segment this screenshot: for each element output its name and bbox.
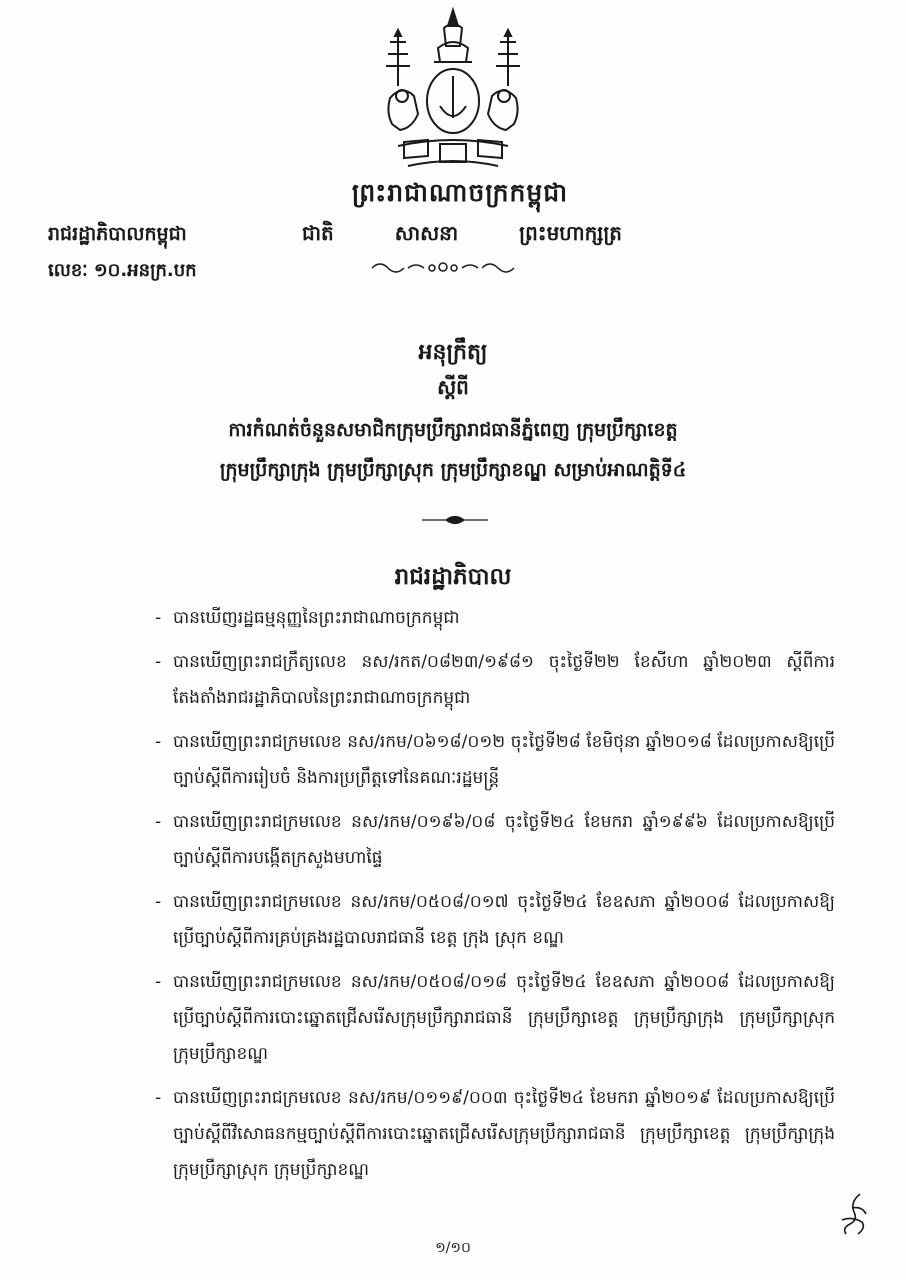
motto-nation: ជាតិ [302,221,334,245]
document-title-line-1: ការកំណត់ចំនួនសមាជិកក្រុមប្រឹក្សារាជធានីភ្នំពេញ ក្រុមប្រឹក្សាខេត្ត [228,419,678,441]
national-motto [302,220,622,250]
document-about: ស្តីពី [437,375,469,399]
document-title-line-2: ក្រុមប្រឹក្សាក្រុង ក្រុមប្រឹក្សាស្រុក ក្រុមប្រឹក្សាខណ្ឌ សម្រាប់អាណត្តិទី៤ [219,459,687,481]
document-number: លេខៈ ១០.អនក្រ.បក [48,260,197,281]
motto-king: ព្រះមហាក្សត្រ [519,221,622,245]
ornament-divider-icon [368,258,518,276]
list-item: - បានឃើញព្រះរាជក្រឹត្យលេខ នស/រកត/០៨២៣/១៩៨១ ចុះថ្ងៃទី២២ ខែសីហា ឆ្នាំ២០២៣ ស្តីពីការតែងតាំងរាជរដ្ឋាភិបាលនៃព្រះរាជាណាចក្រកម្ពុជា [155,644,835,716]
document-title [150,410,756,490]
handwritten-initials-icon [832,1190,872,1240]
ornament-divider-icon [420,513,490,527]
list-item: - បានឃើញព្រះរាជក្រមលេខ នស/រកម/០១១៩/០០៣ ចុះថ្ងៃទី២៤ ខែមករា ឆ្នាំ២០១៩ ដែលប្រកាសឱ្យប្រើច្បាប់ស្តីពីវិសោធនកម្មច្បាប់ស្តីពីការបោះឆ្នោតជ្រើសរើសក្រុមប្រឹក្សារាជធានី ក្រុមប្រឹក្សាខេត្ត ក្រុមប្រឹក្សាក្រុង ក្រុមប្រឹក្សាស្រុក ក្រុមប្រឹក្សាខណ្ឌ [155,1080,835,1188]
list-item: - បានឃើញព្រះរាជក្រមលេខ នស/រកម/០១៩៦/០៨ ចុះថ្ងៃទី២៤ ខែមករា ឆ្នាំ១៩៩៦ ដែលប្រកាសឱ្យប្រើច្បាប់ស្តីពីការបង្កើតក្រសួងមហាផ្ទៃ [155,804,835,876]
royal-coat-of-arms-icon [368,6,538,176]
considerations-list [155,600,835,1196]
motto-religion: សាសនា [394,221,459,245]
document-type: អនុក្រឹត្យ [418,340,488,365]
government-name: រាជរដ្ឋាភិបាលកម្ពុជា [48,223,187,245]
list-item: - បានឃើញព្រះរាជក្រមលេខ នស/រកម/០៥០៨/០១៨ ចុះថ្ងៃទី២៤ ខែឧសភា ឆ្នាំ២០០៨ ដែលប្រកាសឱ្យប្រើច្បាប់ស្តីពីការបោះឆ្នោតជ្រើសរើសក្រុមប្រឹក្សារាជធានី ក្រុមប្រឹក្សាខេត្ត ក្រុមប្រឹក្សាក្រុង ក្រុមប្រឹក្សាស្រុក ក្រុមប្រឹក្សាខណ្ឌ [155,964,835,1072]
section-heading: រាជរដ្ឋាភិបាល [394,564,512,590]
list-item: - បានឃើញព្រះរាជក្រមលេខ នស/រកម/០៦១៨/០១២ ចុះថ្ងៃទី២៨ ខែមិថុនា ឆ្នាំ២០១៨ ដែលប្រកាសឱ្យប្រើច្បាប់ស្តីពីការរៀបចំ និងការប្រព្រឹត្តទៅនៃគណៈរដ្ឋមន្ត្រី [155,724,835,796]
list-item: - បានឃើញព្រះរាជក្រមលេខ នស/រកម/០៥០៨/០១៧ ចុះថ្ងៃទី២៤ ខែឧសភា ឆ្នាំ២០០៨ ដែលប្រកាសឱ្យប្រើច្បាប់ស្តីពីការគ្រប់គ្រងរដ្ឋបាលរាជធានី ខេត្ត ក្រុង ស្រុក ខណ្ឌ [155,884,835,956]
list-item: - បានឃើញរដ្ឋធម្មនុញ្ញនៃព្រះរាជាណាចក្រកម្ពុជា [155,600,835,636]
kingdom-heading: ព្រះរាជាណាចក្រកម្ពុជា [351,178,569,207]
page-number: ១/១០ [435,1240,471,1256]
